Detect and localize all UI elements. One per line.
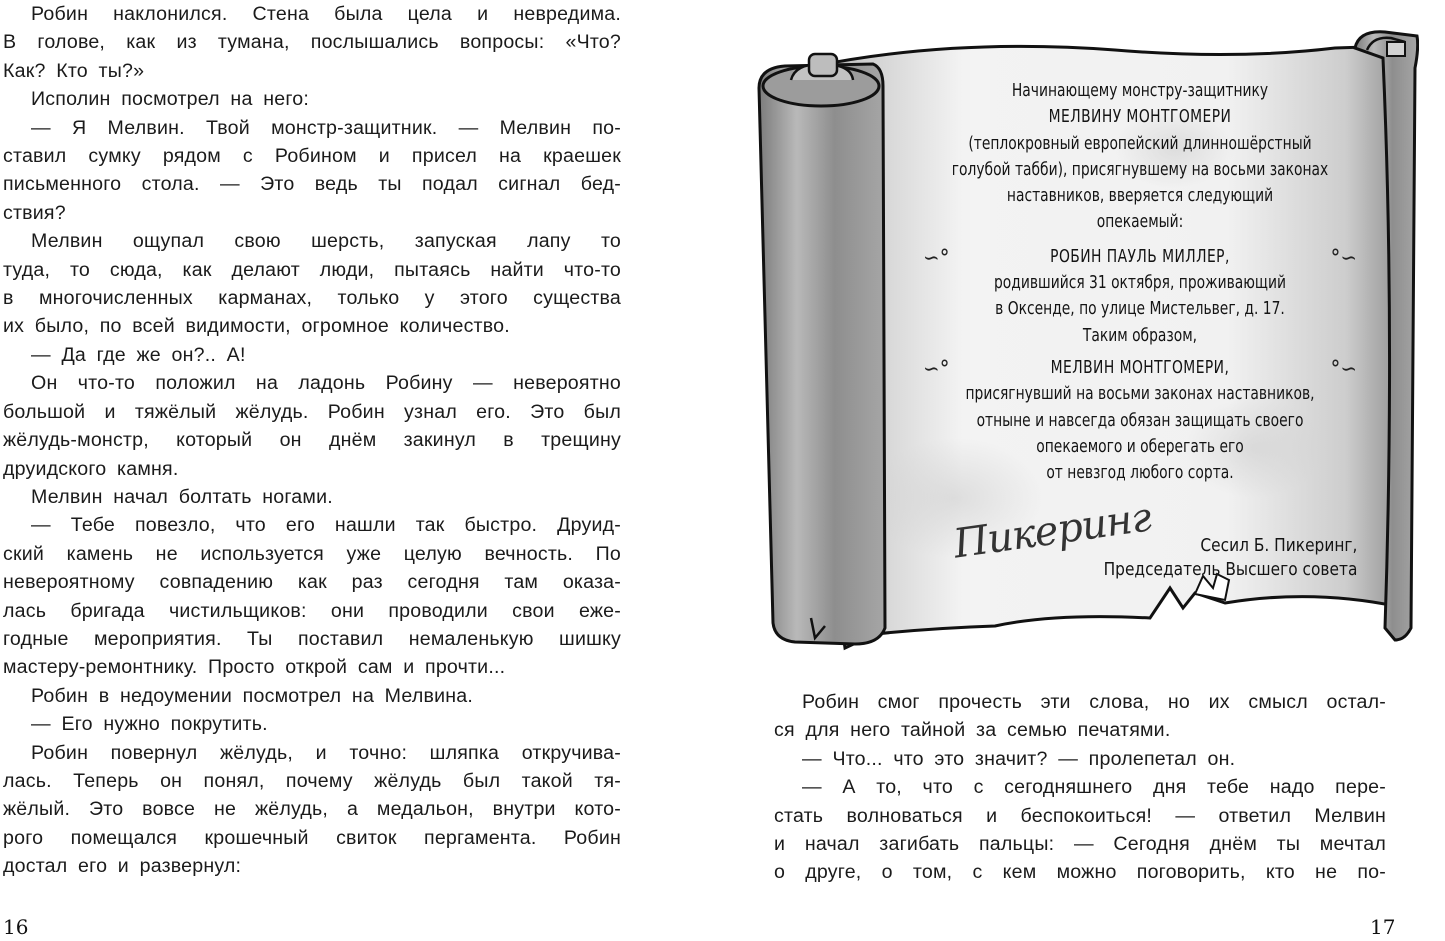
scroll-line: от невзгод любого сорта. bbox=[1046, 463, 1234, 484]
paragraph bbox=[3, 511, 621, 681]
text-line: годные мероприятия. Ты поставил немаленькую шишку bbox=[3, 627, 621, 650]
scroll-line-guardian-name: МЕЛВИН МОНТГОМЕРИ, bbox=[1050, 357, 1230, 378]
page-number: 17 bbox=[1370, 915, 1396, 939]
scroll-line: отныне и навсегда обязан защищать своего bbox=[976, 410, 1304, 431]
flourish-left-icon: ∽° bbox=[923, 356, 950, 382]
scroll-certificate-text bbox=[905, 78, 1375, 486]
text-line: их было, по всей видимости, огромное количество. bbox=[3, 315, 510, 338]
text-line: — Я Мелвин. Твой монстр-защитник. — Мелвин по- bbox=[31, 116, 621, 139]
right-page-text bbox=[774, 688, 1386, 887]
flourish-right-icon: °∽ bbox=[1330, 245, 1357, 271]
text-line: жёлый. Это вовсе не жёлудь, а медальон, внутри кото- bbox=[3, 798, 621, 821]
paragraph bbox=[3, 682, 621, 710]
signer-block bbox=[1069, 534, 1357, 582]
text-line: В голове, как из тумана, послышались вопросы: «Что? bbox=[3, 31, 621, 54]
left-page-text bbox=[3, 0, 621, 881]
scroll-line: опекаемого и оберегать его bbox=[1036, 436, 1244, 457]
text-line: Он что-то положил на ладонь Робину — невероятно bbox=[31, 372, 621, 395]
scroll-line: наставников, вверяется следующий bbox=[1006, 186, 1274, 207]
text-line: лась. Теперь он понял, почему жёлудь был такой тя- bbox=[3, 769, 621, 792]
text-line: ский камень не используется уже целую вечность. По bbox=[3, 542, 621, 565]
signer-title: Председатель Высшего совета bbox=[1103, 560, 1357, 580]
left-page bbox=[0, 0, 640, 941]
text-line: письменного стола. — Это ведь ты подал сигнал бед- bbox=[3, 173, 621, 196]
scroll-line: (теплокровный европейский длинношёрстный bbox=[968, 133, 1312, 154]
text-line: жёлудь-монстр, который он днём закинул в трещину bbox=[3, 429, 621, 452]
paragraph bbox=[3, 341, 621, 369]
text-line: Как? Кто ты?» bbox=[3, 59, 145, 82]
scroll-line-guardian-name: МЕЛВИНУ МОНТГОМЕРИ bbox=[1048, 107, 1232, 128]
paragraph bbox=[3, 369, 621, 483]
signer-name: Сесил Б. Пикеринг, bbox=[1199, 536, 1357, 556]
paragraph bbox=[774, 688, 1386, 745]
text-line: Исполин посмотрел на него: bbox=[31, 88, 309, 111]
scroll-line: в Оксенде, по улице Мистельвег, д. 17. bbox=[995, 299, 1285, 320]
handwritten-signature: Пикеринг bbox=[950, 494, 1154, 568]
paragraph bbox=[3, 710, 621, 738]
scroll-line: родившийся 31 октября, проживающий bbox=[994, 273, 1286, 294]
scroll-line: Начинающему монстру-защитнику bbox=[1011, 81, 1269, 101]
text-line: и начал загибать пальцы: — Сегодня днём ты мечтал bbox=[774, 833, 1386, 856]
text-line: ся для него тайной за семью печатями. bbox=[774, 719, 1171, 742]
page-number: 16 bbox=[3, 915, 29, 939]
text-line: Мелвин начал болтать ногами. bbox=[31, 485, 333, 508]
scroll-line: голубой табби), присягнувшему на восьми законах bbox=[951, 159, 1329, 180]
text-line: рого помещался крошечный свиток пергамента. Робин bbox=[3, 826, 621, 849]
flourish-row bbox=[905, 244, 1375, 270]
text-line: — А то, что с сегодняшнего дня тебе надо пере- bbox=[802, 776, 1386, 799]
text-line: — Тебе повезло, что его нашли так быстро. Друид- bbox=[31, 514, 621, 537]
text-line: Мелвин ощупал свою шерсть, запуская лапу то bbox=[31, 230, 621, 253]
text-line: достал его и развернул: bbox=[3, 855, 242, 878]
paragraph bbox=[3, 739, 621, 881]
text-line: — Да где же он?.. А! bbox=[31, 343, 246, 366]
scroll-line: опекаемый: bbox=[1096, 212, 1184, 233]
text-line: друидского камня. bbox=[3, 457, 179, 480]
text-line: Робин повернул жёлудь, и точно: шляпка откручива- bbox=[31, 741, 621, 764]
text-line: мастеру-ремонтнику. Просто открой сам и прочти... bbox=[3, 656, 506, 679]
text-line: ствия? bbox=[3, 201, 66, 224]
right-page bbox=[720, 0, 1445, 941]
text-line: Робин в недоумении посмотрел на Мелвина. bbox=[31, 684, 474, 707]
text-line: большой и тяжёлый жёлудь. Робин узнал его. Это был bbox=[3, 400, 621, 423]
paragraph bbox=[3, 85, 621, 113]
text-line: туда, то сюда, как делают люди, пытаясь найти что-то bbox=[3, 258, 621, 281]
paragraph bbox=[3, 114, 621, 228]
text-line: — Что... что это значит? — пролепетал он. bbox=[802, 747, 1236, 770]
text-line: Робин наклонился. Стена была цела и невредима. bbox=[31, 3, 621, 25]
text-line: лась бригада чистильщиков: они проводили свои еже- bbox=[3, 599, 621, 622]
scroll-line-ward-name: РОБИН ПАУЛЬ МИЛЛЕР, bbox=[1050, 246, 1230, 267]
flourish-right-icon: °∽ bbox=[1330, 356, 1357, 382]
paragraph bbox=[774, 773, 1386, 887]
scroll-line: присягнувший на восьми законах наставников, bbox=[965, 384, 1315, 405]
text-line: невероятному совпадению как раз сегодня там оказа- bbox=[3, 571, 621, 594]
text-line: — Его нужно покрутить. bbox=[31, 713, 268, 736]
paragraph bbox=[3, 0, 621, 85]
text-line: в многочисленных карманах, только у этого существа bbox=[3, 287, 621, 310]
text-line: Робин смог прочесть эти слова, но их смысл остал- bbox=[802, 691, 1386, 713]
text-line: ставил сумку рядом с Робином и присел на краешек bbox=[3, 145, 621, 168]
paragraph bbox=[3, 483, 621, 511]
flourish-left-icon: ∽° bbox=[923, 245, 950, 271]
scroll-line: Таким образом, bbox=[1082, 325, 1198, 346]
text-line: о друге, о том, с кем можно поговорить, кто не по- bbox=[774, 861, 1386, 884]
parchment-scroll-illustration bbox=[755, 28, 1419, 652]
flourish-row bbox=[905, 355, 1375, 381]
paragraph bbox=[774, 745, 1386, 773]
text-line: стать волноваться и беспокоиться! — ответил Мелвин bbox=[774, 804, 1386, 827]
paragraph bbox=[3, 227, 621, 341]
